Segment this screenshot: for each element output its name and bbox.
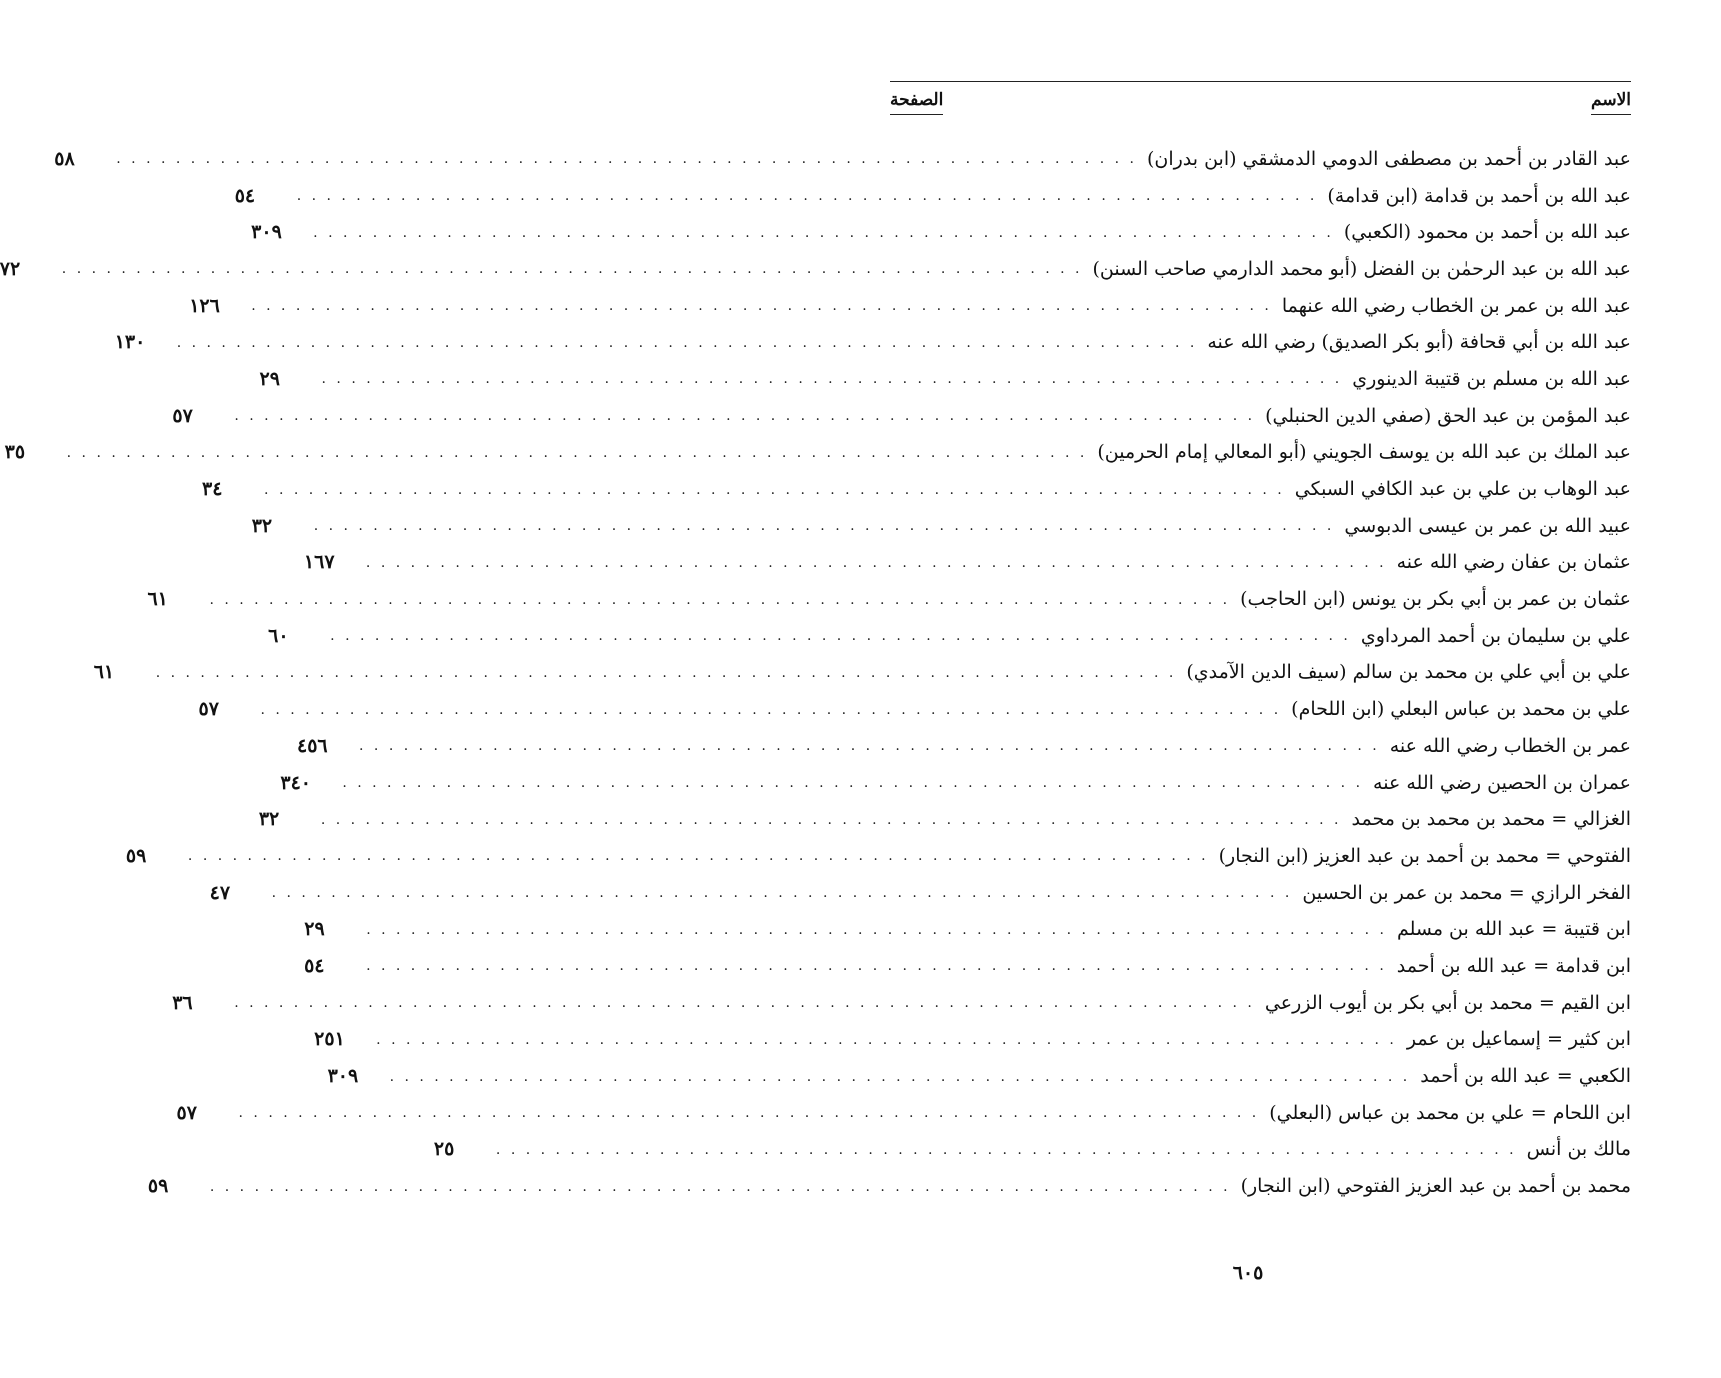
top-rule [890, 81, 1631, 82]
index-entry [234, 178, 1631, 215]
entry-name: ابن اللحام = علي بن محمد بن عباس (البعلي) [1269, 1101, 1631, 1124]
entry-page-number: ١٦٧ [303, 551, 335, 574]
entry-name: ابن كثير = إسماعيل بن عمر [1406, 1028, 1631, 1051]
name-column-label: الاسم [1591, 90, 1631, 115]
index-entries-list [0, 141, 1631, 1205]
entry-page-number: ٥٨ [54, 147, 75, 170]
index-entry [280, 765, 1631, 802]
index-entry [54, 141, 1631, 178]
entry-page-number: ٧٢ [0, 257, 21, 280]
entry-name: عبد الله بن أبي قحافة (أبو بكر الصديق) رضي الله عنه [1207, 331, 1631, 354]
entry-page-number: ٣٤ [202, 478, 223, 501]
entry-page-number: ٣٤٠ [280, 771, 311, 794]
entry-page-number: ٣٠٩ [327, 1065, 359, 1088]
entry-page-number: ٢٩ [304, 918, 325, 941]
entry-page-number: ٦١ [147, 588, 168, 611]
entry-name: عبد الملك بن عبد الله بن يوسف الجويني (أبو المعالي إمام الحرمين) [1097, 441, 1631, 464]
index-entry [251, 214, 1631, 251]
entry-page-number: ٣٢ [251, 514, 273, 537]
entry-name: علي بن أبي علي بن محمد بن سالم (سيف الدين الآمدي) [1186, 661, 1631, 684]
index-entry [268, 618, 1631, 655]
entry-name: الغزالي = محمد بن محمد بن محمد [1351, 808, 1631, 831]
dot-leader: . . . . . . . . . . . . . . . . . . . . . . . . . . . . . . . . . . . . . . . . . . . . . . . . . . . . . . . . . . . . . . . . . . . . . [313, 224, 1334, 241]
index-entry [147, 581, 1631, 618]
entry-page-number: ٣٥ [4, 441, 26, 464]
entry-page-number: ٥٤ [234, 184, 256, 207]
dot-leader: . . . . . . . . . . . . . . . . . . . . . . . . . . . . . . . . . . . . . . . . . . . . . . . . . . . . . . . . . . . . . . . . . . . . . [296, 188, 1318, 205]
entry-page-number: ٢٥ [433, 1138, 455, 1161]
index-entry [314, 1022, 1631, 1059]
dot-leader: . . . . . . . . . . . . . . . . . . . . . . . . . . . . . . . . . . . . . . . . . . . . . . . . . . . . . . . . . . . . . . . . . . . . . [251, 298, 1272, 315]
index-entry [176, 1095, 1631, 1132]
entry-page-number: ٢٥١ [314, 1028, 345, 1051]
entry-page-number: ٥٧ [198, 698, 219, 721]
entry-page-number: ٦١ [93, 661, 115, 684]
dot-leader: . . . . . . . . . . . . . . . . . . . . . . . . . . . . . . . . . . . . . . . . . . . . . . . . . . . . . . . . . . . . . . . . . . . . . [238, 1105, 1260, 1122]
index-entry [259, 361, 1631, 398]
entry-name: عبد الله بن مسلم بن قتيبة الدينوري [1352, 367, 1631, 390]
dot-leader: . . . . . . . . . . . . . . . . . . . . . . . . . . . . . . . . . . . . . . . . . . . . . . . . . . . . . . . . . . . . . . . . . . . . . [155, 664, 1177, 681]
entry-page-number: ٥٤ [304, 954, 325, 977]
index-entry [114, 324, 1631, 361]
index-entry [209, 875, 1631, 912]
dot-leader: . . . . . . . . . . . . . . . . . . . . . . . . . . . . . . . . . . . . . . . . . . . . . . . . . . . . . . . . . . . . . . . . . . . . . [264, 481, 1285, 498]
page-column-label: الصفحة [890, 90, 943, 115]
dot-leader: . . . . . . . . . . . . . . . . . . . . . . . . . . . . . . . . . . . . . . . . . . . . . . . . . . . . . . . . . . . . . . . . . . . . . [187, 848, 1209, 865]
entry-name: الفتوحي = محمد بن أحمد بن عبد العزيز (ابن النجار) [1218, 844, 1631, 867]
dot-leader: . . . . . . . . . . . . . . . . . . . . . . . . . . . . . . . . . . . . . . . . . . . . . . . . . . . . . . . . . . . . . . . . . . . . . [61, 261, 1083, 278]
dot-leader: . . . . . . . . . . . . . . . . . . . . . . . . . . . . . . . . . . . . . . . . . . . . . . . . . . . . . . . . . . . . . . . . . . . . . [365, 554, 1387, 571]
entry-name: عثمان بن عمر بن أبي بكر بن يونس (ابن الحاجب) [1240, 588, 1631, 611]
entry-page-number: ٥٩ [125, 844, 147, 867]
entry-page-number: ٥٧ [172, 404, 193, 427]
entry-page-number: ٥٧ [176, 1101, 197, 1124]
entry-name: عبد الله بن أحمد بن محمود (الكعبي) [1343, 221, 1631, 244]
entry-name: عبد الوهاب بن علي بن عبد الكافي السبكي [1294, 478, 1631, 501]
dot-leader: . . . . . . . . . . . . . . . . . . . . . . . . . . . . . . . . . . . . . . . . . . . . . . . . . . . . . . . . . . . . . . . . . . . . . [209, 591, 1231, 608]
dot-leader: . . . . . . . . . . . . . . . . . . . . . . . . . . . . . . . . . . . . . . . . . . . . . . . . . . . . . . . . . . . . . . . . . . . . . [116, 151, 1137, 168]
dot-leader: . . . . . . . . . . . . . . . . . . . . . . . . . . . . . . . . . . . . . . . . . . . . . . . . . . . . . . . . . . . . . . . . . . . . . [376, 1031, 1397, 1048]
dot-leader: . . . . . . . . . . . . . . . . . . . . . . . . . . . . . . . . . . . . . . . . . . . . . . . . . . . . . . . . . . . . . . . . . . . . . [342, 775, 1364, 792]
dot-leader: . . . . . . . . . . . . . . . . . . . . . . . . . . . . . . . . . . . . . . . . . . . . . . . . . . . . . . . . . . . . . . . . . . . . . [320, 811, 1342, 828]
index-entry [147, 1168, 1631, 1205]
entry-page-number: ٥٩ [147, 1175, 169, 1198]
entry-page-number: ١٢٦ [189, 294, 220, 317]
entry-page-number: ٣٠٩ [251, 221, 282, 244]
entry-page-number: ٣٢ [258, 808, 280, 831]
entry-page-number: ١٣٠ [114, 331, 146, 354]
entry-page-number: ٤٧ [209, 881, 231, 904]
page-number: ٦٠٥ [1232, 1262, 1264, 1284]
entry-name: الكعبي = عبد الله بن أحمد [1420, 1065, 1631, 1088]
entry-name: ابن قتيبة = عبد الله بن مسلم [1396, 918, 1631, 941]
index-entry [172, 398, 1631, 435]
entry-name: عثمان بن عفان رضي الله عنه [1396, 551, 1631, 574]
dot-leader: . . . . . . . . . . . . . . . . . . . . . . . . . . . . . . . . . . . . . . . . . . . . . . . . . . . . . . . . . . . . . . . . . . . . . [389, 1068, 1411, 1085]
dot-leader: . . . . . . . . . . . . . . . . . . . . . . . . . . . . . . . . . . . . . . . . . . . . . . . . . . . . . . . . . . . . . . . . . . . . . [66, 444, 1088, 461]
entry-name: علي بن محمد بن عباس البعلي (ابن اللحام) [1291, 698, 1631, 721]
entry-name: عبد الله بن عبد الرحمٰن بن الفضل (أبو محمد الدارمي صاحب السنن) [1092, 257, 1631, 280]
column-header [890, 88, 1631, 122]
index-entry [189, 288, 1631, 325]
index-entry [251, 508, 1631, 545]
index-entry [125, 838, 1631, 875]
entry-name: عمران بن الحصين رضي الله عنه [1373, 771, 1631, 794]
dot-leader: . . . . . . . . . . . . . . . . . . . . . . . . . . . . . . . . . . . . . . . . . . . . . . . . . . . . . . . . . . . . . . . . . . . . . [330, 628, 1351, 645]
dot-leader: . . . . . . . . . . . . . . . . . . . . . . . . . . . . . . . . . . . . . . . . . . . . . . . . . . . . . . . . . . . . . . . . . . . . . [495, 1141, 1517, 1158]
entry-name: ابن قدامة = عبد الله بن أحمد [1396, 954, 1631, 977]
index-entry [327, 1058, 1631, 1095]
entry-page-number: ٢٩ [259, 367, 280, 390]
index-entry [198, 691, 1631, 728]
index-entry [172, 985, 1631, 1022]
index-entry [93, 655, 1631, 692]
index-entry [4, 435, 1631, 472]
index-entry [304, 911, 1631, 948]
entry-name: مالك بن أنس [1526, 1138, 1631, 1161]
dot-leader: . . . . . . . . . . . . . . . . . . . . . . . . . . . . . . . . . . . . . . . . . . . . . . . . . . . . . . . . . . . . . . . . . . . . . [209, 1178, 1231, 1195]
dot-leader: . . . . . . . . . . . . . . . . . . . . . . . . . . . . . . . . . . . . . . . . . . . . . . . . . . . . . . . . . . . . . . . . . . . . . [359, 738, 1380, 755]
entry-page-number: ٤٥٦ [297, 734, 328, 757]
index-entry [0, 251, 1631, 288]
entry-name: ابن القيم = محمد بن أبي بكر بن أيوب الزرعي [1264, 991, 1631, 1014]
entry-page-number: ٣٦ [172, 991, 193, 1014]
index-entry [304, 948, 1631, 985]
dot-leader: . . . . . . . . . . . . . . . . . . . . . . . . . . . . . . . . . . . . . . . . . . . . . . . . . . . . . . . . . . . . . . . . . . . . . [271, 885, 1293, 902]
dot-leader: . . . . . . . . . . . . . . . . . . . . . . . . . . . . . . . . . . . . . . . . . . . . . . . . . . . . . . . . . . . . . . . . . . . . . [260, 701, 1282, 718]
index-entry [258, 801, 1631, 838]
dot-leader: . . . . . . . . . . . . . . . . . . . . . . . . . . . . . . . . . . . . . . . . . . . . . . . . . . . . . . . . . . . . . . . . . . . . . [366, 921, 1387, 938]
dot-leader: . . . . . . . . . . . . . . . . . . . . . . . . . . . . . . . . . . . . . . . . . . . . . . . . . . . . . . . . . . . . . . . . . . . . . [313, 518, 1335, 535]
index-entry [303, 545, 1631, 582]
index-entry [202, 471, 1631, 508]
dot-leader: . . . . . . . . . . . . . . . . . . . . . . . . . . . . . . . . . . . . . . . . . . . . . . . . . . . . . . . . . . . . . . . . . . . . . [234, 995, 1255, 1012]
entry-name: الفخر الرازي = محمد بن عمر بن الحسين [1302, 881, 1631, 904]
index-entry [297, 728, 1631, 765]
entry-name: علي بن سليمان بن أحمد المرداوي [1360, 624, 1631, 647]
dot-leader: . . . . . . . . . . . . . . . . . . . . . . . . . . . . . . . . . . . . . . . . . . . . . . . . . . . . . . . . . . . . . . . . . . . . . [366, 958, 1387, 975]
entry-name: محمد بن أحمد بن عبد العزيز الفتوحي (ابن النجار) [1240, 1175, 1631, 1198]
dot-leader: . . . . . . . . . . . . . . . . . . . . . . . . . . . . . . . . . . . . . . . . . . . . . . . . . . . . . . . . . . . . . . . . . . . . . [176, 334, 1198, 351]
entry-name: عبد القادر بن أحمد بن مصطفى الدومي الدمشقي (ابن بدران) [1146, 147, 1631, 170]
dot-leader: . . . . . . . . . . . . . . . . . . . . . . . . . . . . . . . . . . . . . . . . . . . . . . . . . . . . . . . . . . . . . . . . . . . . . [321, 371, 1343, 388]
entry-name: عبيد الله بن عمر بن عيسى الدبوسي [1344, 514, 1631, 537]
entry-name: عمر بن الخطاب رضي الله عنه [1389, 734, 1631, 757]
entry-page-number: ٦٠ [268, 624, 289, 647]
index-entry [433, 1132, 1631, 1169]
entry-name: عبد الله بن أحمد بن قدامة (ابن قدامة) [1327, 184, 1631, 207]
entry-name: عبد الله بن عمر بن الخطاب رضي الله عنهما [1281, 294, 1631, 317]
entry-name: عبد المؤمن بن عبد الحق (صفي الدين الحنبلي) [1265, 404, 1631, 427]
dot-leader: . . . . . . . . . . . . . . . . . . . . . . . . . . . . . . . . . . . . . . . . . . . . . . . . . . . . . . . . . . . . . . . . . . . . . [234, 408, 1256, 425]
